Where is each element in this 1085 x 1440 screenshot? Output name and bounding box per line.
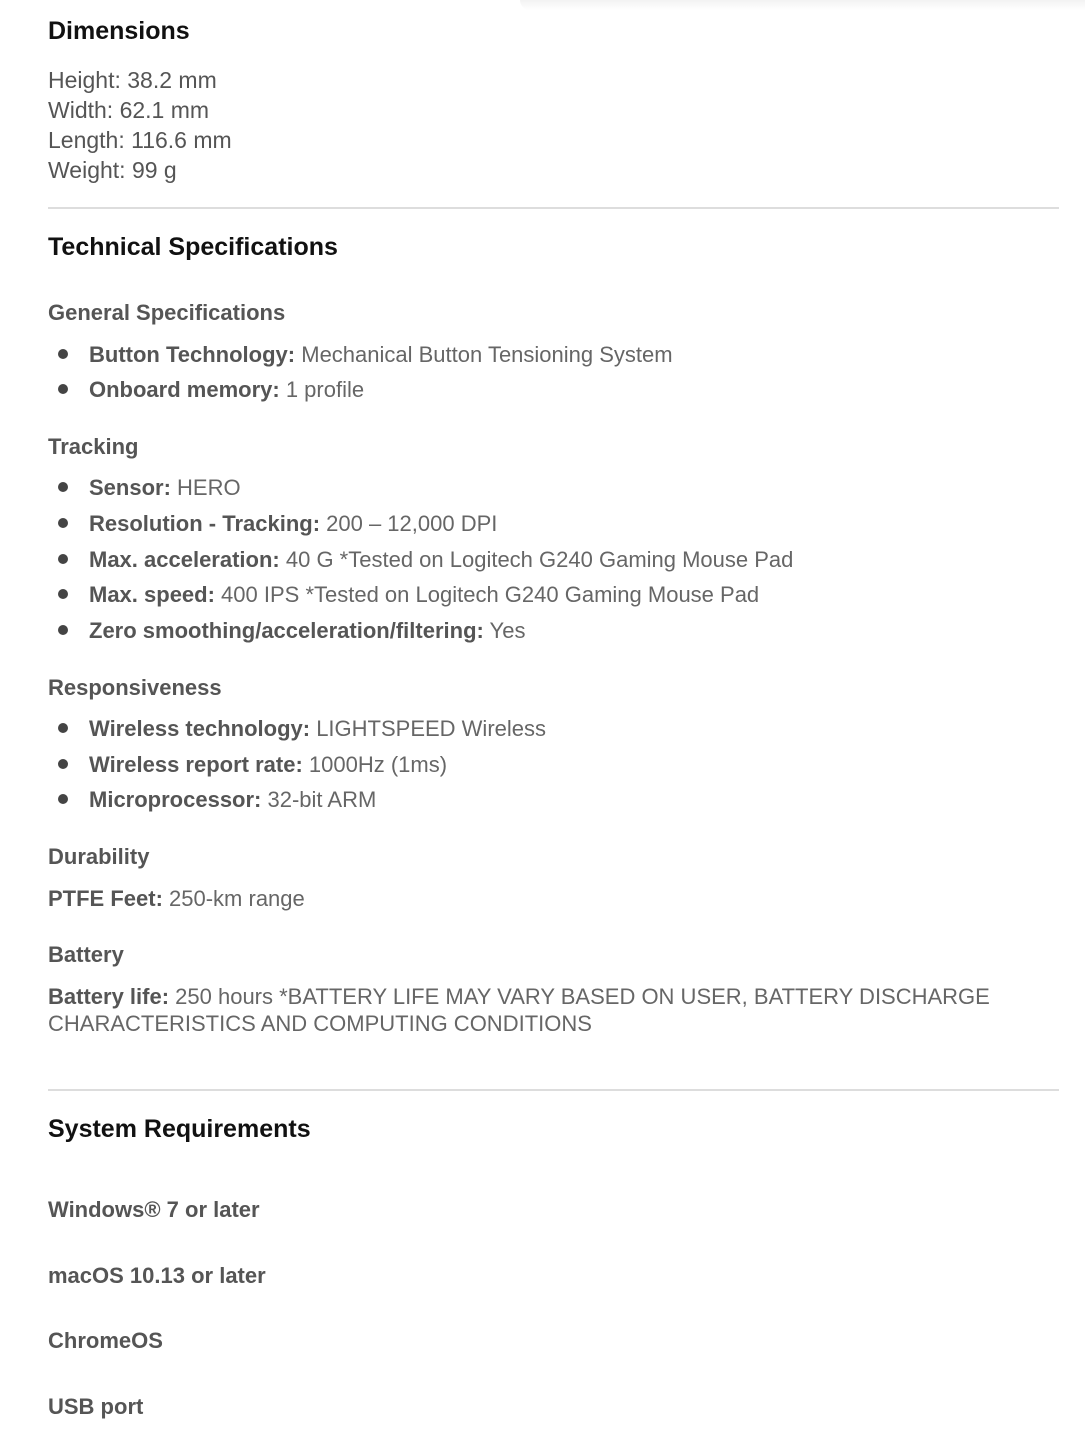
spec-key: Max. acceleration: [89,547,280,572]
spec-value: 400 IPS *Tested on Logitech G240 Gaming Mouse Pad [214,582,760,607]
bullet-icon [58,723,68,733]
bullet-icon [58,589,68,599]
list-item [58,716,546,742]
spec-key: Button Technology: [89,342,296,367]
spec-value: LIGHTSPEED Wireless [310,716,547,741]
spec-value: Yes [483,618,526,643]
spec-key: PTFE Feet: [48,886,163,911]
spec-value: 250-km range [162,886,305,911]
spec-key: Battery life: [48,984,170,1009]
dimensions-title: Dimensions [48,17,190,45]
spec-key: Max. speed: [89,582,215,607]
durability-spec [48,886,305,912]
list-item [58,511,497,537]
spec-key: Sensor: [89,475,171,500]
bullet-icon [58,384,68,394]
battery-heading: Battery [48,942,124,967]
spec-value: 200 – 12,000 DPI [320,511,498,536]
requirement-item: ChromeOS [48,1328,163,1353]
dimension-weight: Weight: 99 g [48,157,177,183]
spec-value: 32-bit ARM [261,787,377,812]
technical-specs-title: Technical Specifications [48,233,338,261]
bullet-icon [58,518,68,528]
bullet-icon [58,625,68,635]
spec-value: 250 hours *BATTERY LIFE MAY VARY BASED ON USER, BATTERY DISCHARGE CHARACTERISTICS AND COMPUTING CONDITIONS [48,984,990,1036]
spec-value: 40 G *Tested on Logitech G240 Gaming Mouse Pad [279,547,794,572]
list-item [58,752,447,778]
responsiveness-heading: Responsiveness [48,675,222,700]
divider [48,1089,1059,1091]
spec-key: Resolution - Tracking: [89,511,321,536]
spec-key: Onboard memory: [89,377,280,402]
dimension-length: Length: 116.6 mm [48,127,232,153]
spec-value: 1 profile [279,377,365,402]
system-requirements-title: System Requirements [48,1115,311,1143]
spec-key: Microprocessor: [89,787,262,812]
list-item [58,787,376,813]
requirement-item: macOS 10.13 or later [48,1263,266,1288]
spec-value: HERO [170,475,241,500]
bullet-icon [58,759,68,769]
bullet-icon [58,554,68,564]
list-item [58,377,364,403]
list-item [58,582,759,608]
list-item [58,547,793,573]
tracking-heading: Tracking [48,434,139,459]
top-overlay-shadow [520,0,1085,10]
spec-key: Wireless technology: [89,716,311,741]
spec-key: Zero smoothing/acceleration/filtering: [89,618,484,643]
requirement-item: Windows® 7 or later [48,1197,260,1222]
dimension-width: Width: 62.1 mm [48,97,210,123]
general-specs-heading: General Specifications [48,300,286,325]
list-item [58,342,673,368]
list-item [58,475,241,501]
bullet-icon [58,349,68,359]
list-item [58,618,525,644]
requirement-item: USB port [48,1394,144,1419]
spec-value: 1000Hz (1ms) [302,752,448,777]
spec-value: Mechanical Button Tensioning System [295,342,673,367]
bullet-icon [58,482,68,492]
spec-key: Wireless report rate: [89,752,303,777]
bullet-icon [58,794,68,804]
battery-spec [48,983,1048,1037]
dimension-height: Height: 38.2 mm [48,67,217,93]
durability-heading: Durability [48,844,150,869]
divider [48,207,1059,209]
